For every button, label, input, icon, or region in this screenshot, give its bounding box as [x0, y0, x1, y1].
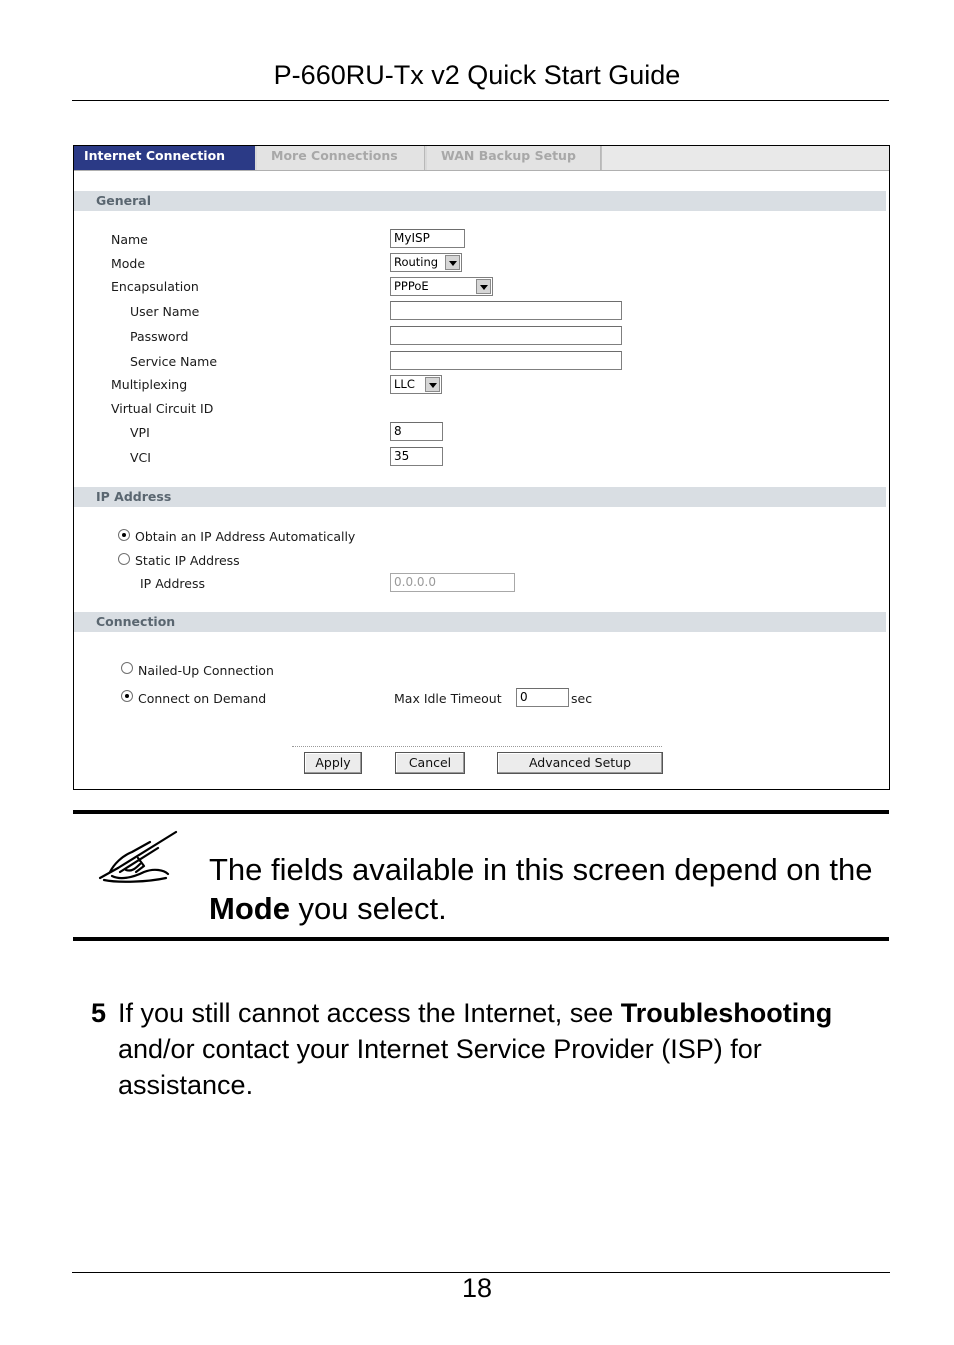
service-name-input[interactable]: [390, 351, 622, 370]
step-text: [118, 995, 878, 1103]
note-top-rule: [73, 810, 889, 814]
max-idle-timeout-label: Max Idle Timeout: [394, 691, 502, 706]
connect-on-demand-label: Connect on Demand: [138, 691, 267, 706]
step-text-bold[interactable]: Troubleshooting: [620, 998, 833, 1028]
step-number: 5: [91, 998, 107, 1028]
encapsulation-select[interactable]: [390, 277, 493, 296]
max-idle-unit-label: sec: [571, 691, 593, 706]
page-header-title: P-660RU-Tx v2 Quick Start Guide: [273, 60, 681, 90]
nailed-up-label: Nailed-Up Connection: [138, 663, 274, 678]
vpi-label: VPI: [130, 425, 150, 440]
vci-input[interactable]: 35: [390, 447, 443, 466]
service-name-label: Service Name: [130, 354, 218, 369]
password-label: Password: [130, 329, 189, 344]
chevron-down-icon[interactable]: [425, 377, 440, 392]
obtain-auto-label: Obtain an IP Address Automatically: [135, 529, 356, 544]
router-config-screenshot: [73, 145, 890, 790]
note-text-bold: Mode: [209, 891, 290, 926]
tab-more-connections[interactable]: More Connections: [257, 146, 425, 170]
vci-label: VCI: [130, 450, 151, 465]
user-name-input[interactable]: [390, 301, 622, 320]
multiplexing-select[interactable]: [390, 375, 442, 394]
page-number: 18: [461, 1273, 493, 1303]
tab-internet-connection[interactable]: Internet Connection: [74, 146, 255, 170]
static-ip-radio[interactable]: [118, 553, 130, 565]
encapsulation-select-value: PPPoE: [394, 279, 429, 293]
note-text-after: you select.: [289, 891, 447, 926]
nailed-up-radio[interactable]: [121, 662, 133, 674]
ip-address-input[interactable]: 0.0.0.0: [390, 573, 515, 592]
multiplexing-label: Multiplexing: [111, 377, 188, 392]
pen-note-icon: [98, 828, 182, 886]
note-text: [209, 850, 899, 928]
note-text-before: The fields available in this screen depend on the: [209, 852, 873, 887]
apply-button[interactable]: Apply: [304, 752, 362, 774]
header-rule: [72, 100, 889, 101]
button-separator: [292, 746, 662, 747]
step-text-before: If you still cannot access the Internet, see: [118, 998, 621, 1028]
chevron-down-icon[interactable]: [476, 279, 491, 294]
password-input[interactable]: [390, 326, 622, 345]
user-name-label: User Name: [130, 304, 200, 319]
vpi-input[interactable]: 8: [390, 422, 443, 441]
chevron-down-icon[interactable]: [445, 255, 460, 270]
max-idle-timeout-input[interactable]: 0: [516, 688, 569, 707]
section-ip-address-header: IP Address: [74, 487, 886, 507]
tab-bar-filler: [601, 146, 890, 170]
note-bottom-rule: [73, 937, 889, 941]
mode-label: Mode: [111, 256, 146, 271]
section-connection-header: Connection: [74, 612, 886, 632]
advanced-setup-button[interactable]: Advanced Setup: [497, 752, 663, 774]
connect-on-demand-radio[interactable]: [121, 690, 133, 702]
mode-select[interactable]: [390, 253, 462, 272]
tab-wan-backup-setup[interactable]: WAN Backup Setup: [427, 146, 601, 170]
static-ip-label: Static IP Address: [135, 553, 240, 568]
step-text-after: and/or contact your Internet Service Provider (ISP) for assistance.: [118, 1034, 762, 1100]
section-general-header: General: [74, 191, 886, 211]
mode-select-value: Routing: [394, 255, 439, 269]
virtual-circuit-label: Virtual Circuit ID: [111, 401, 214, 416]
obtain-auto-radio[interactable]: [118, 529, 130, 541]
name-label: Name: [111, 232, 148, 247]
ip-address-label: IP Address: [140, 576, 205, 591]
encapsulation-label: Encapsulation: [111, 279, 199, 294]
tab-bar: [74, 146, 889, 171]
cancel-button[interactable]: Cancel: [395, 752, 465, 774]
multiplexing-select-value: LLC: [394, 377, 415, 391]
name-input[interactable]: MyISP: [390, 229, 465, 248]
